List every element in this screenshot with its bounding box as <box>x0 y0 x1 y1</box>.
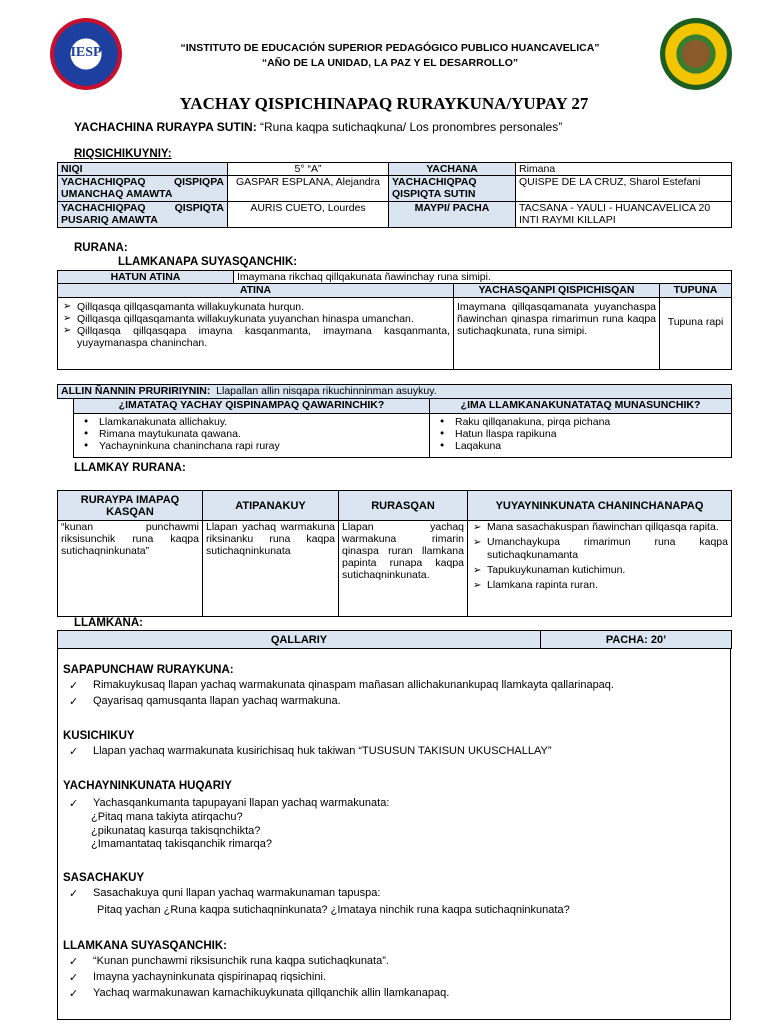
list-item <box>63 695 614 708</box>
spacer-cell <box>58 414 74 458</box>
item-text: Rimakuykusaq llapan yachaq warmakunata qinaspam mañasan allichakunankupaq llamkayta qallarinapaq. <box>93 679 614 691</box>
allin-table <box>57 384 732 458</box>
section-title: LLAMKANA SUYASQANCHIK: <box>63 940 227 952</box>
check-icon: ✓ <box>69 745 79 758</box>
col-header: ATIPANAKUY <box>203 491 339 521</box>
list-item: ➢ Tapukuykunaman kutichimun. <box>471 564 728 577</box>
col-header: RURAYPA IMAPAQ KASQAN <box>58 491 203 521</box>
section-sasachakuy <box>63 872 570 916</box>
col-imatataq: ¿IMATATAQ YACHAY QISPINAMPAQ QAWARINCHIK? <box>74 399 430 414</box>
riqsichikuyniy-label: RIQSICHIKUYNIY: <box>74 148 172 160</box>
section-title: SAPAPUNCHAW RURAYKUNA: <box>63 664 234 676</box>
list-item: ➢ Mana sasachakuspan ñawinchan qillqasqa rapita. <box>471 521 728 534</box>
subject-label: YACHACHINA RURAYPA SUTIN: <box>74 120 257 134</box>
list-item <box>63 745 552 758</box>
hatun-atina-value: Imaymana rikchaq qillqakunata ñawinchay runa simipi. <box>234 271 732 284</box>
list-item: • Yachayninkuna chaninchana rapi ruray <box>77 440 426 452</box>
qallariy-header: QALLARIY <box>58 631 541 649</box>
right-items-cell <box>430 414 732 458</box>
subject-value: “Runa kaqpa sutichaqkuna/ Los pronombres personales” <box>256 120 563 134</box>
institute-name: “INSTITUTO DE EDUCACIÓN SUPERIOR PEDAGÓGICO PUBLICO HUANCAVELICA” <box>180 42 600 54</box>
table-row <box>58 284 732 298</box>
list-item: • Raku qillqanakuna, pirqa pichana <box>433 416 728 428</box>
table-cell: YACHANA <box>389 163 516 176</box>
section-title: KUSICHIKUY <box>63 730 135 742</box>
item-text: “Kunan punchawmi riksisunchik runa kaqpa sutichaqkunata”. <box>93 955 389 967</box>
question-item: ¿Imamantataq takisqanchik rimarqa? <box>91 838 272 850</box>
check-icon: ✓ <box>69 987 79 1000</box>
section-sapapunchaw <box>63 664 614 708</box>
check-icon: ✓ <box>69 955 79 968</box>
year-motto: “AÑO DE LA UNIDAD, LA PAZ Y EL DESARROLLO” <box>261 57 519 69</box>
tupuna-cell: Tupuna rapi <box>660 298 732 370</box>
col-yachasqanpi: YACHASQANPI QISPICHISQAN <box>454 284 660 298</box>
evaluation-list <box>471 521 728 592</box>
problem-question: Pitaq yachan ¿Runa kaqpa sutichaqninkunata? ¿Imataya ninchik runa kaqpa sutichaqninkunata? <box>97 904 570 916</box>
right-list <box>433 416 728 452</box>
list-item: • Rimana maytukunata qawana. <box>77 428 426 440</box>
rurana-label: RURANA: <box>74 242 128 254</box>
list-item: ➢ Llamkana rapinta ruran. <box>471 579 728 592</box>
table-cell: QUISPE DE LA CRUZ, Sharol Estefani <box>516 176 732 202</box>
table-cell: MAYPI/ PACHA <box>389 202 516 228</box>
list-item: ➢ Qillqasqa qillqasqapa imayna kasqanmanta, imaymana kasqanmanta, yuyaymanaspa chaninchan. <box>61 325 450 349</box>
table-cell: YACHACHIQPAQ QISPIQTA PUSARIQ AMAWTA <box>58 202 228 228</box>
table-row <box>58 163 732 176</box>
table-row <box>58 414 732 458</box>
table-row <box>58 491 732 521</box>
subject-line <box>74 120 562 134</box>
table-cell: GASPAR ESPLANA, Alejandra <box>228 176 389 202</box>
institute-seal-logo <box>50 18 122 90</box>
check-icon: ✓ <box>69 971 79 984</box>
item-text: Yachasqankumanta tapupayani llapan yachaq warmakunata: <box>93 797 390 809</box>
question-item: ¿pikunataq kasurqa takisqnchikta? <box>91 824 261 837</box>
sub-questions <box>63 811 389 852</box>
table-cell: YACHACHIQPAQ QISPIQPA UMANCHAQ AMAWTA <box>58 176 228 202</box>
info-table <box>57 162 732 228</box>
table-cell: NIQI <box>58 163 228 176</box>
llamkana-header-table <box>57 630 732 649</box>
table-cell: Llapan yachaq warmakuna riksinanku runa kaqpa sutichaqninkunata <box>203 521 339 617</box>
list-item: • Hatun llaspa rapikuna <box>433 428 728 440</box>
list-item <box>63 797 389 810</box>
table-row <box>58 631 732 649</box>
left-items-cell <box>74 414 430 458</box>
item-text: Yachaq warmakunawan kamachikuykunata qillqanchik allin llamkanapaq. <box>93 987 450 999</box>
section-kusichikuy <box>63 730 552 758</box>
col-atina: ATINA <box>58 284 454 298</box>
table-cell: Rimana <box>516 163 732 176</box>
table-row <box>58 385 732 399</box>
primary-education-seal-logo <box>660 18 732 90</box>
item-text: Imayna yachayninkunata qispirinapaq riqsichini. <box>93 971 326 983</box>
llamkanapa-label: LLAMKANAPA SUYASQANCHIK: <box>118 256 298 268</box>
pacha-header: PACHA: 20’ <box>541 631 732 649</box>
table-cell <box>468 521 732 617</box>
col-ima-llamkana: ¿IMA LLAMKANAKUNATATAQ MUNASUNCHIK? <box>430 399 732 414</box>
section-title: SASACHAKUY <box>63 872 145 884</box>
check-icon: ✓ <box>69 797 79 810</box>
list-item: ➢ Qillqasqa qillqasqamanta willakuykunata yuyanchan hinaspa umanchan. <box>61 313 450 325</box>
table-row <box>58 271 732 284</box>
table-cell: AURIS CUETO, Lourdes <box>228 202 389 228</box>
seal-photo <box>682 40 710 68</box>
check-icon: ✓ <box>69 695 79 708</box>
hatun-atina-label: HATUN ATINA <box>58 271 234 284</box>
seal-text: IESP <box>70 45 102 60</box>
list-item <box>63 679 614 692</box>
list-item: ➢ Qillqasqa qillqasqamanta willakuykunata hurqun. <box>61 301 450 313</box>
list-item: ➢ Umanchaykupa rimarimun runa kaqpa sutichaqkunamanta <box>471 536 728 562</box>
allin-row <box>58 385 732 399</box>
llamkana-label: LLAMKANA: <box>74 617 143 629</box>
table-cell: YACHACHIQPAQ QISPIQTA SUTIN <box>389 176 516 202</box>
check-icon: ✓ <box>69 887 79 900</box>
list-item <box>63 987 449 1000</box>
col-header: RURASQAN <box>339 491 468 521</box>
table-cell: TACSANA - YAULI - HUANCAVELICA 20 INTI RAYMI KILLAPI <box>516 202 732 228</box>
table-cell: 5° “A” <box>228 163 389 176</box>
section-title: YACHAYNINKUNATA HUQARIY <box>63 780 232 792</box>
table-cell: “kunan punchawmi riksisunchik runa kaqpa sutichaqninkunata” <box>58 521 203 617</box>
item-text: Qayarisaq qamusqanta llapan yachaq warmakuna. <box>93 695 341 707</box>
list-item <box>63 971 449 984</box>
item-text: Llapan yachaq warmakunata kusirichisaq huk takiwan “TUSUSUN TAKISUN UKUSCHALLAY” <box>93 745 552 757</box>
check-icon: ✓ <box>69 679 79 692</box>
table-row <box>58 176 732 202</box>
section-yachayninkunata <box>63 780 389 852</box>
atina-cell <box>58 298 454 370</box>
allin-label: ALLIN ÑANNIN PRURIRIYNIN: <box>61 385 211 397</box>
table-row <box>58 298 732 370</box>
col-tupuna: TUPUNA <box>660 284 732 298</box>
col-header: YUYAYNINKUNATA CHANINCHANAPAQ <box>468 491 732 521</box>
table-cell: Llapan yachaq warmakuna rimarin qinaspa ruran llamkana papinta runapa kaqpa sutichaqninkunata. <box>339 521 468 617</box>
rurana-table <box>57 270 732 370</box>
section-llamkana-suyasqanchik <box>63 940 449 1000</box>
allin-value: Llapallan allin nisqapa rikuchinninman asuykuy. <box>216 385 437 397</box>
table-row <box>58 202 732 228</box>
item-text: Sasachakuya quni llapan yachaq warmakunaman tapuspa: <box>93 887 381 899</box>
yachasqanpi-cell: Imaymana qillqasqamanata yuyanchaspa ñawinchan qinaspa rimarimun runa kaqpa sutichaqkunata, runa simipi. <box>454 298 660 370</box>
atina-list <box>61 301 450 349</box>
list-item: • Laqakuna <box>433 440 728 452</box>
list-item <box>63 955 449 968</box>
page-title: YACHAY QISPICHINAPAQ RURAYKUNA/YUPAY 27 <box>179 94 589 113</box>
table-row <box>58 521 732 617</box>
question-item: ¿Pitaq mana takiyta atirqachu? <box>91 811 243 823</box>
list-item: • Llamkanakunata allichakuy. <box>77 416 426 428</box>
llamkay-rurana-label: LLAMKAY RURANA: <box>74 462 186 474</box>
list-item <box>63 887 570 900</box>
table-row <box>58 399 732 414</box>
llamkay-table <box>57 490 732 617</box>
left-list <box>77 416 426 452</box>
spacer-cell <box>58 399 74 414</box>
